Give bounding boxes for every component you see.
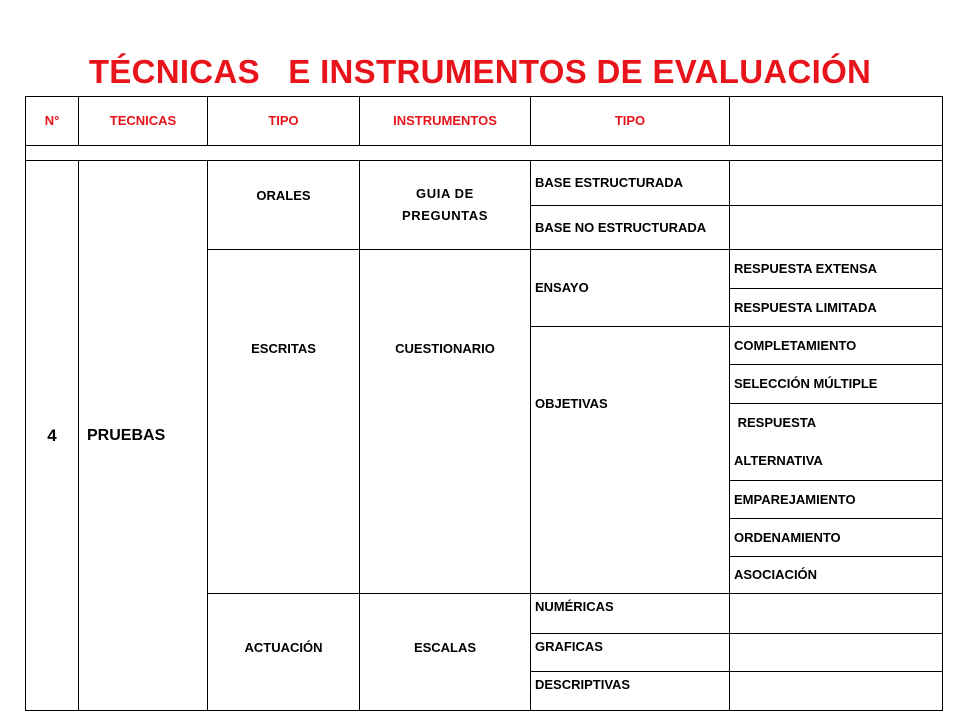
tipo-escritas: ESCRITAS bbox=[207, 249, 360, 594]
detalle-respuesta-alternativa-line2: ALTERNATIVA bbox=[734, 453, 823, 468]
header-tipo-2: TIPO bbox=[530, 96, 730, 146]
empty-cell bbox=[729, 671, 943, 711]
detalle-completamiento: COMPLETAMIENTO bbox=[729, 326, 943, 365]
empty-cell bbox=[729, 205, 943, 250]
header-instrumentos: INSTRUMENTOS bbox=[359, 96, 531, 146]
detalle-respuesta-extensa: RESPUESTA EXTENSA bbox=[729, 249, 943, 289]
header-extra bbox=[729, 96, 943, 146]
instrumento-guia: GUIA DE PREGUNTAS bbox=[359, 160, 531, 250]
detalle-seleccion-multiple: SELECCIÓN MÚLTIPLE bbox=[729, 364, 943, 404]
header-n: N° bbox=[25, 96, 79, 146]
empty-cell bbox=[729, 160, 943, 206]
empty-cell bbox=[729, 633, 943, 672]
tipo-orales: ORALES bbox=[207, 160, 360, 250]
detalle-ordenamiento: ORDENAMIENTO bbox=[729, 518, 943, 557]
tipo-actuacion: ACTUACIÓN bbox=[207, 593, 360, 711]
row-number: 4 bbox=[25, 160, 79, 711]
instrumento-escalas: ESCALAS bbox=[359, 593, 531, 711]
subtipo-base-estructurada: BASE ESTRUCTURADA bbox=[530, 160, 730, 206]
detalle-respuesta-alternativa-line1: RESPUESTA bbox=[734, 415, 817, 430]
instrumento-cuestionario: CUESTIONARIO bbox=[359, 249, 531, 594]
subtipo-base-no-estructurada: BASE NO ESTRUCTURADA bbox=[530, 205, 730, 250]
detalle-respuesta-alternativa bbox=[729, 403, 943, 481]
spacer-row bbox=[25, 145, 943, 161]
detalle-emparejamiento: EMPAREJAMIENTO bbox=[729, 480, 943, 519]
subtipo-graficas: GRAFICAS bbox=[530, 633, 730, 672]
empty-cell bbox=[729, 593, 943, 634]
subtipo-descriptivas: DESCRIPTIVAS bbox=[530, 671, 730, 711]
subtipo-ensayo: ENSAYO bbox=[530, 249, 730, 327]
page-title: TÉCNICAS E INSTRUMENTOS DE EVALUACIÓN bbox=[88, 53, 872, 90]
tecnica-pruebas: PRUEBAS bbox=[78, 160, 208, 711]
detalle-asociacion: ASOCIACIÓN bbox=[729, 556, 943, 594]
detalle-respuesta-limitada: RESPUESTA LIMITADA bbox=[729, 288, 943, 327]
header-tecnicas: TECNICAS bbox=[78, 96, 208, 146]
subtipo-objetivas: OBJETIVAS bbox=[530, 326, 730, 594]
subtipo-numericas: NUMÉRICAS bbox=[530, 593, 730, 634]
header-tipo: TIPO bbox=[207, 96, 360, 146]
